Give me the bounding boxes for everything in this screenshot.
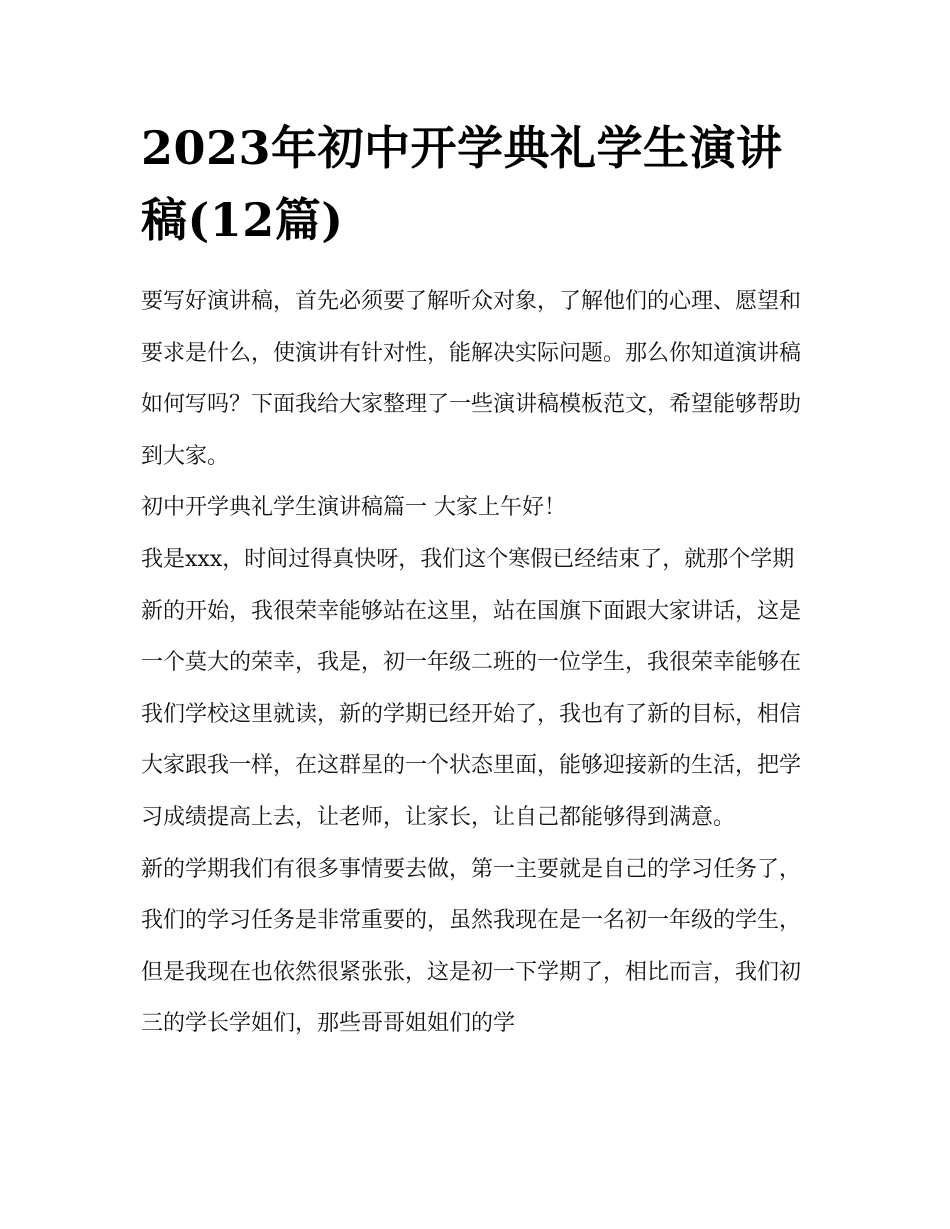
document-body [141, 276, 813, 1050]
paragraph-speech-tasks: 新的学期我们有很多事情要去做，第一主要就是自己的学习任务了，我们的学习任务是非常重要的，虽然我现在是一名初一年级的学生，但是我现在也依然很紧张张，这是初一下学期了，相比而言，我们初三的学长学姐们，那些哥哥姐姐们的学 [141, 856, 802, 1037]
document-content [141, 112, 813, 1050]
paragraph-intro: 要写好演讲稿，首先必须要了解听众对象，了解他们的心理、愿望和要求是什么，使演讲有针对性，能解决实际问题。那么你知道演讲稿如何写吗？下面我给大家整理了一些演讲稿模板范文，希望能够帮助到大家。 [141, 289, 802, 469]
document-title: 2023年初中开学典礼学生演讲稿(12篇) [141, 121, 783, 247]
paragraph-heading-one: 初中开学典礼学生演讲稿篇一 大家上午好！ [141, 495, 566, 521]
paragraph-speech-opening: 我是xxx，时间过得真快呀，我们这个寒假已经结束了，就那个学期新的开始，我很荣幸能够站在这里，站在国旗下面跟大家讲话，这是一个莫大的荣幸，我是，初一年级二班的一位学生，我很荣幸能够在我们学校这里就读，新的学期已经开始了，我也有了新的目标，相信大家跟我一样，在这群星的一个状态里面，能够迎接新的生活，把学习成绩提高上去，让老师，让家长，让自己都能够得到满意。 [141, 546, 802, 830]
